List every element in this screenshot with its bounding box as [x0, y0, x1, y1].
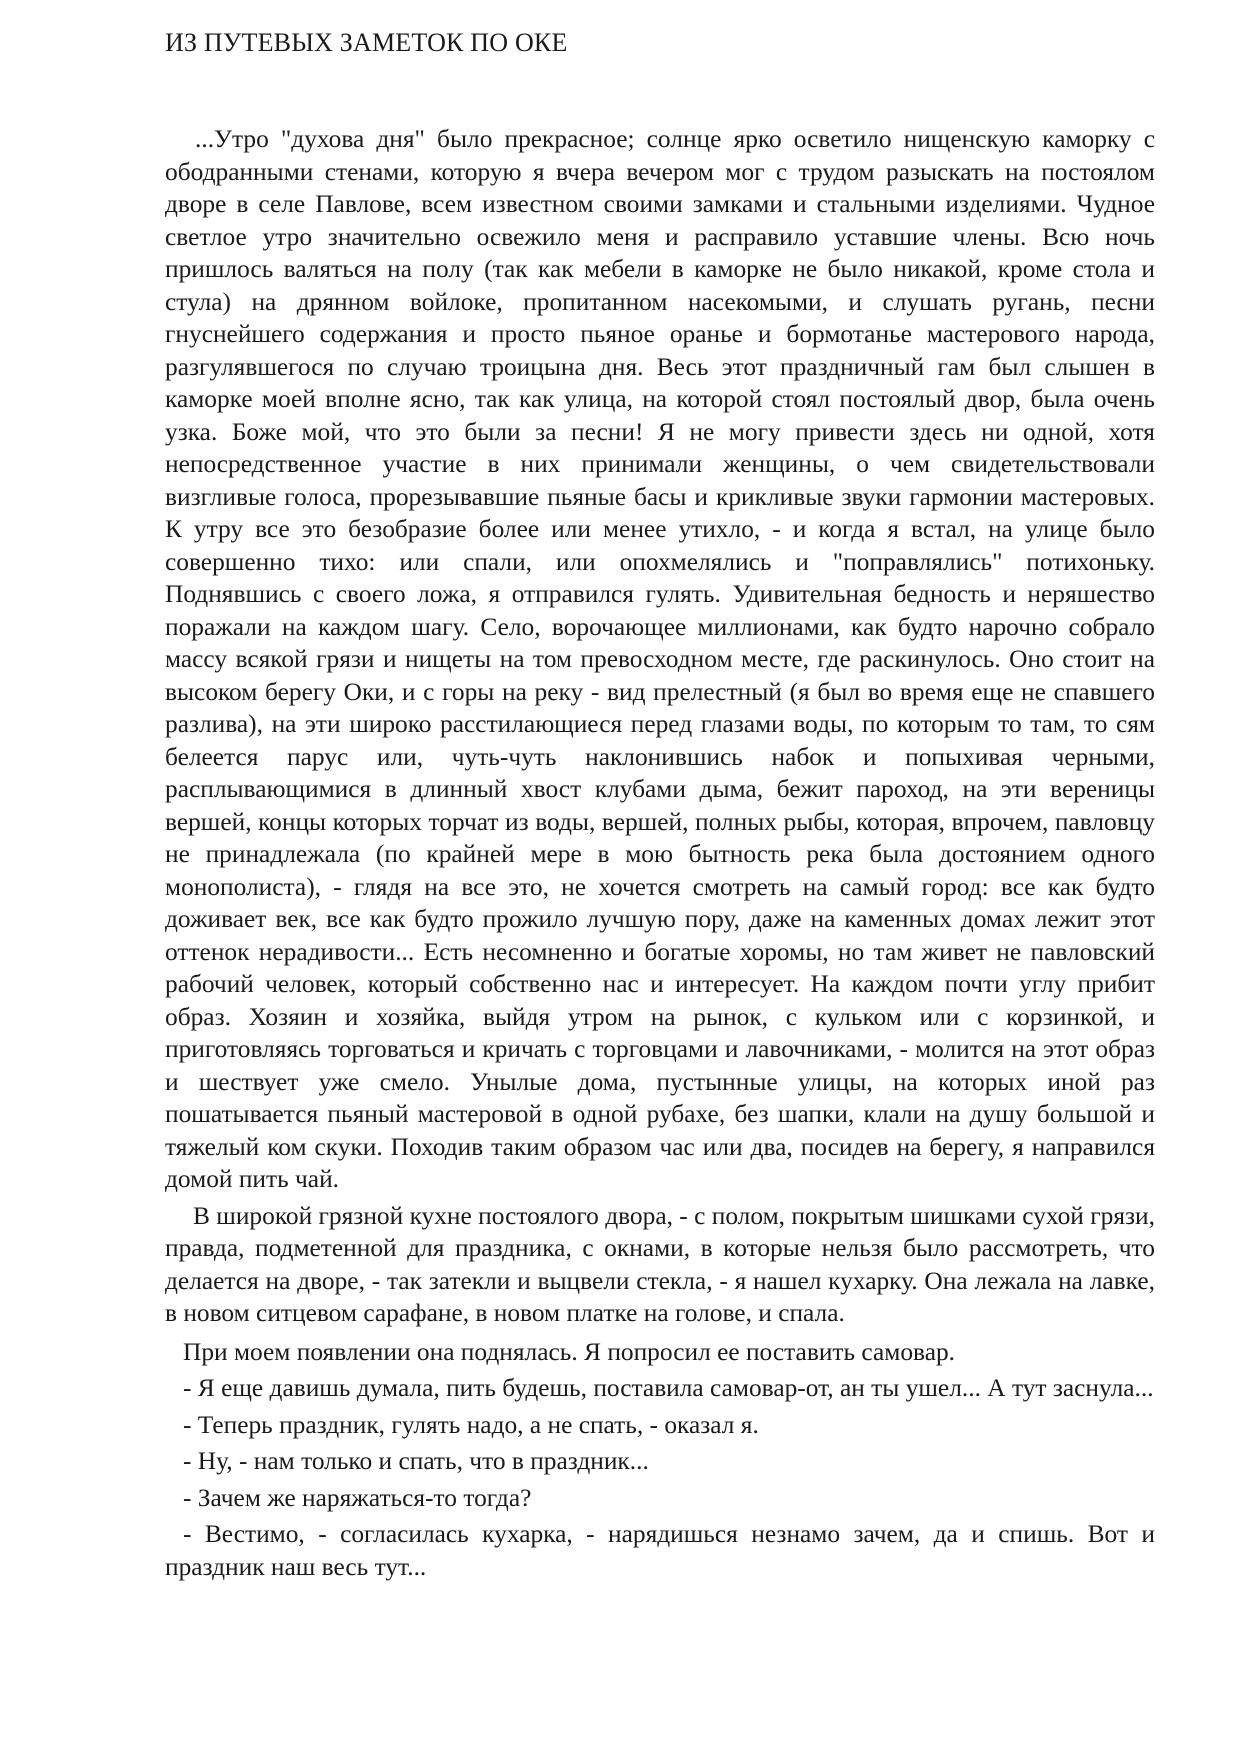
paragraph-3: При моем появлении она поднялась. Я попросил ее поставить самовар. [183, 1337, 956, 1366]
dialogue-line-3: - Ну, - нам только и спать, что в праздник... [183, 1447, 649, 1475]
dialogue-line-2: - Теперь праздник, гулять надо, а не спать, - оказал я. [183, 1410, 759, 1439]
dialogue-line-4: - Зачем же наряжаться-то тогда? [183, 1483, 532, 1512]
dialogue-line-1: - Я еще давишь думала, пить будешь, поставила самовар-от, ан ты ушел... А тут заснула... [183, 1374, 1154, 1402]
dialogue-line-5: - Вестимо, - согласилась кухарка, - нарядишься незнамо зачем, да и спишь. Вот и праздник наш весь тут... [165, 1520, 1155, 1581]
body-text [165, 123, 1155, 1583]
paragraph-1: ...Утро "духова дня" было прекрасное; солнце ярко осветило нищенскую каморку с ободранными стенами, которую я вчера вечером мог с трудом разыскать на постоялом дворе в селе Павлове, всем известном своими замками и стальными изделиями. Чудное светлое утро значительно освежило меня и расправило уставшие члены. Всю ночь пришлось валяться на полу (так как мебели в каморке не было никакой, кроме стола и стула) на дрянном войлоке, пропитанном насекомыми, и слушать ругань, песни гнуснейшего содержания и просто пьяное оранье и бормотанье мастерового народа, разгулявшегося по случаю троицына дня. Весь этот праздничный гам был слышен в каморке моей вполне ясно, так как улица, на которой стоял постоялый двор, была очень узка. Боже мой, что это были за песни! Я не могу привести здесь ни одной, хотя непосредственное участие в них принимали женщины, о чем свидетельствовали визгливые голоса, прорезывавшие пьяные басы и крикливые звуки гармонии мастеровых. К утру все это безобразие более или менее утихло, - и когда я встал, на улице было совершенно тихо: или спали, или опохмелялись и "поправлялись" потихоньку. Поднявшись с своего ложа, я отправился гулять. Удивительная бедность и неряшество поражали на каждом шагу. Село, ворочающее миллионами, как будто нарочно собрало массу всякой грязи и нищеты на том превосходном месте, где раскинулось. Оно стоит на высоком берегу Оки, и с горы на реку - вид прелестный (я был во время еще не спавшего разлива), на эти широко расстилающиеся перед глазами воды, по которым то там, то сям белеется парус или, чуть-чуть наклонившись набок и попыхивая черными, расплывающимися в длинный хвост клубами дыма, бежит пароход, на эти вереницы вершей, концы которых торчат из воды, вершей, полных рыбы, которая, впрочем, павловцу не принадлежала (по крайней мере в мою бытность река была достоянием одного монополиста), - глядя на все это, не хочется смотреть на самый город: все как будто доживает век, все как будто прожило лучшую пору, даже на каменных домах лежит этот оттенок нерадивости... Есть несомненно и богатые хоромы, но там живет не павловский рабочий человек, который собственно нас и интересует. На каждом почти углу прибит образ. Хозяин и хозяйка, выйдя утром на рынок, с кульком или с корзинкой, и приготовляясь торговаться и кричать с торговцами и лавочниками, - молится на этот образ и шествует уже смело. Унылые дома, пустынные улицы, на которых иной раз пошатывается пьяный мастеровой в одной рубахе, без шапки, клали на душу большой и тяжелый ком скуки. Походив таким образом час или два, посидев на берегу, я направился домой пить чай. [165, 125, 1155, 1193]
paragraph-2: В широкой грязной кухне постоялого двора, - с полом, покрытым шишками сухой грязи, правда, подметенной для праздника, с окнами, в которые нельзя было рассмотреть, что делается на дворе, - так затекли и выцвели стекла, - я нашел кухарку. Она лежала на лавке, в новом ситцевом сарафане, в новом платке на голове, и спала. [165, 1201, 1155, 1327]
page-title: ИЗ ПУТЕВЫХ ЗАМЕТОК ПО ОКЕ [165, 28, 568, 57]
